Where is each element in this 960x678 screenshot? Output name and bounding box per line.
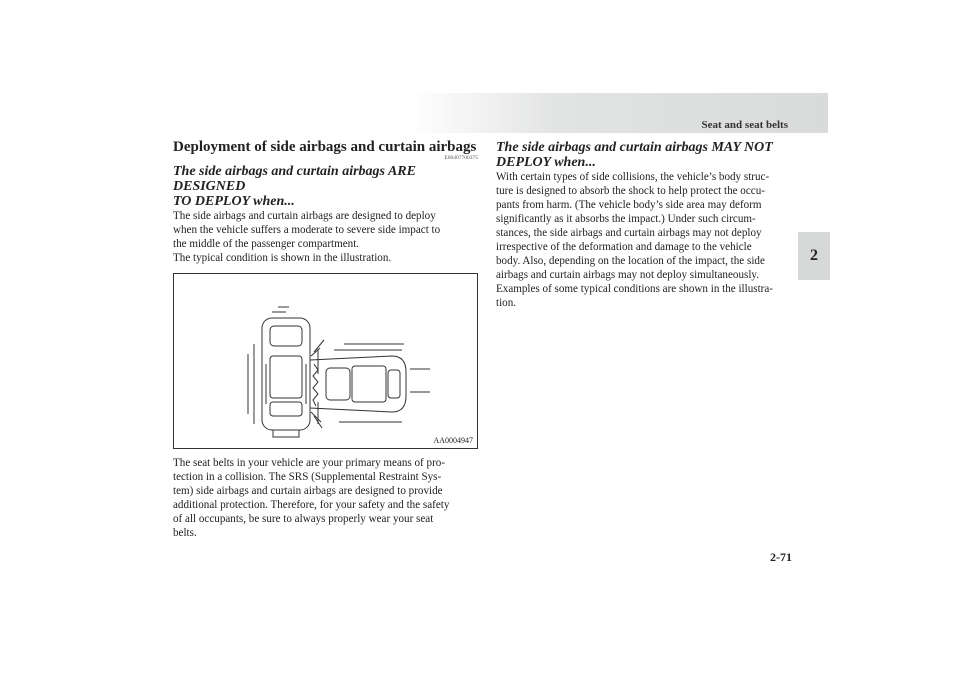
not-deploy-paragraph [496,170,789,282]
figure-code: AA0004947 [433,436,473,445]
typical-condition-text: The typical condition is shown in the illustration. [173,252,392,264]
deploy-subheading [173,164,478,209]
text-line: airbags and curtain airbags may not deploy simultaneously. [496,269,759,281]
section-heading: Deployment of side airbags and curtain airbags [173,139,477,155]
text-line: of all occupants, be sure to always properly wear your seat [173,513,434,525]
subheading-line: The side airbags and curtain airbags ARE DESIGNED [173,164,416,194]
page-number: 2-71 [770,550,792,564]
struck-car-bumper [273,430,299,437]
text-line: significantly as it absorbs the impact.) Under such circum- [496,213,756,225]
text-line: the middle of the passenger compartment. [173,238,360,250]
struck-car-body [262,318,310,430]
not-deploy-subheading [496,140,789,170]
subheading-line: The side airbags and curtain airbags MAY NOT [496,140,773,155]
text-line: stances, the side airbags and curtain airbags may not deploy [496,227,762,239]
text-line: The seat belts in your vehicle are your primary means of pro- [173,457,446,469]
text-line: tion. [496,297,517,309]
chapter-tab: 2 [798,232,830,280]
text-line: additional protection. Therefore, for your safety and the safety [173,499,450,511]
text-line: The side airbags and curtain airbags are designed to deploy [173,210,436,222]
impacting-car-windshield [326,368,350,400]
side-impact-illustration [173,273,478,449]
text-line: With certain types of side collisions, the vehicle’s body struc- [496,171,770,183]
subheading-line: DEPLOY when... [496,155,596,170]
text-line: pants from harm. (The vehicle body’s side area may deform [496,199,762,211]
text-line: when the vehicle suffers a moderate to severe side impact to [173,224,441,236]
impacting-car-body [310,356,406,412]
impacting-car-roof [352,366,386,402]
collision-diagram [174,274,477,448]
subheading-line: TO DEPLOY when... [173,194,295,209]
text-line: Examples of some typical conditions are shown in the illustra- [496,283,773,295]
seat-belt-paragraph [173,456,478,540]
text-line: tection in a collision. The SRS (Supplemental Restraint Sys- [173,471,442,483]
text-line: ture is designed to absorb the shock to help protect the occu- [496,185,765,197]
deploy-paragraph [173,209,478,251]
running-header: Seat and seat belts [701,119,788,131]
text-line: body. Also, depending on the location of the impact, the side [496,255,765,267]
examples-paragraph [496,282,789,310]
text-line: tem) side airbags and curtain airbags are designed to provide [173,485,443,497]
right-column [496,138,789,310]
text-line: belts. [173,527,197,539]
struck-car-windshield [270,326,302,346]
struck-car-rear-window [270,402,302,416]
text-line: irrespective of the deformation and damage to the vehicle [496,241,752,253]
left-column [173,138,478,540]
section-code: E00407700375 [444,155,478,161]
struck-car-roof [270,356,302,398]
